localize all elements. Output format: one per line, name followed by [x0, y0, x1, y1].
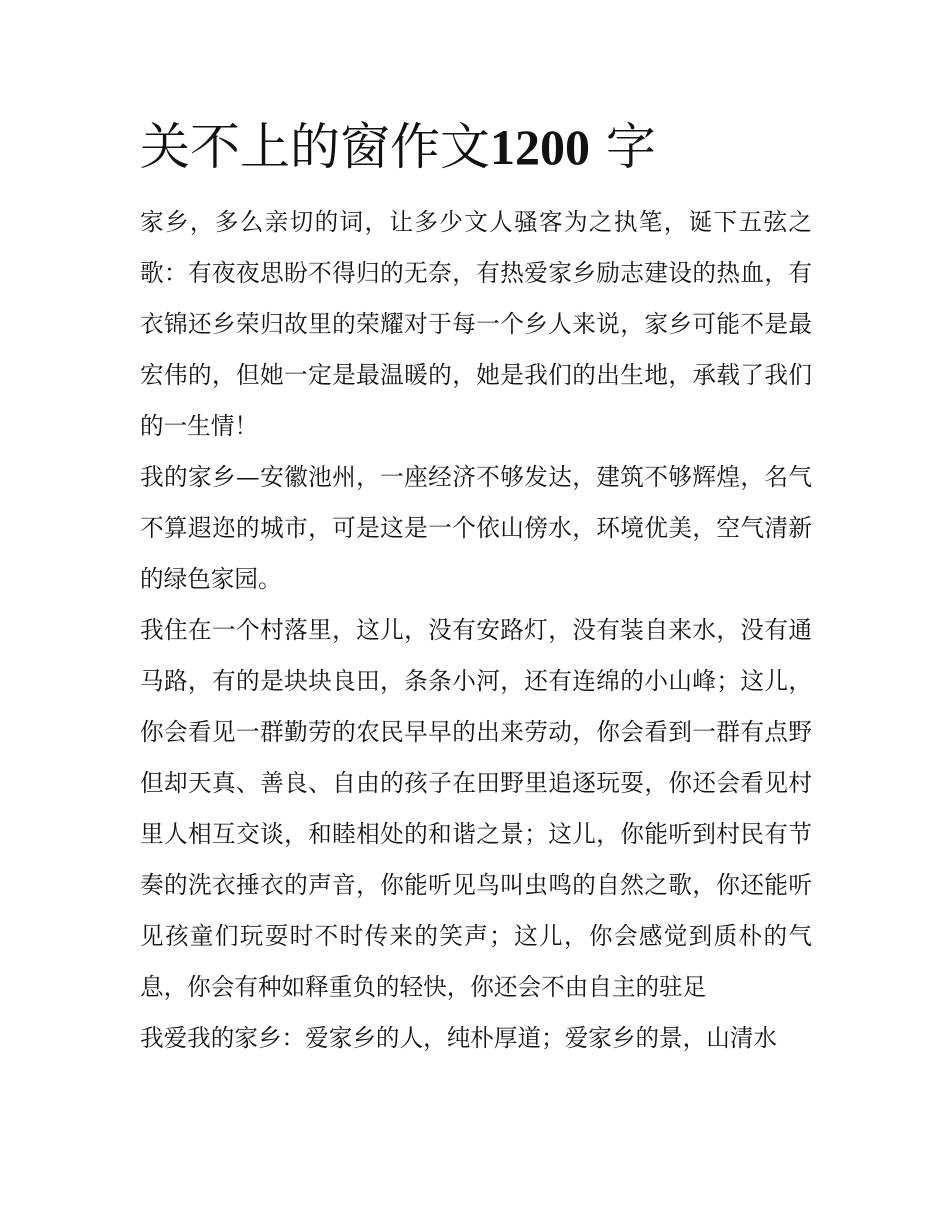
page-title [140, 113, 656, 181]
paragraph-4: 我爱我的家乡：爱家乡的人，纯朴厚道；爱家乡的景，山清水 [140, 1024, 778, 1052]
essay-body [140, 197, 812, 1064]
paragraph-3: 我住在一个村落里，这儿，没有安路灯，没有装自来水，没有通马路，有的是块块良田，条条小河，还有连绵的小山峰；这儿，你会看见一群勤劳的农民早早的出来劳动，你会看到一群有点野但却天真、善良、自由的孩子在田野里追逐玩耍，你还会看见村里人相互交谈，和睦相处的和谐之景；这儿，你能听到村民有节奏的洗衣捶衣的声音，你能听见鸟叫虫鸣的自然之歌，你还能听见孩童们玩耍时不时传来的笑声；这儿，你会感觉到质朴的气息，你会有种如释重负的轻快，你还会不由自主的驻足 [140, 616, 812, 1001]
title-prefix: 关不上的窗作文 [140, 118, 490, 176]
title-suffix: 字 [605, 118, 656, 176]
paragraph-2: 我的家乡—安徽池州，一座经济不够发达，建筑不够辉煌，名气不算遐迩的城市，可是这是一个依山傍水，环境优美，空气清新的绿色家园。 [140, 463, 812, 593]
title-number: 1200 [490, 119, 590, 175]
paragraph-1: 家乡，多么亲切的词，让多少文人骚客为之执笔，诞下五弦之歌：有夜夜思盼不得归的无奈，有热爱家乡励志建设的热血，有衣锦还乡荣归故里的荣耀对于每一个乡人来说，家乡可能不是最宏伟的，但她一定是最温暖的，她是我们的出生地，承载了我们的一生情！ [140, 208, 812, 440]
